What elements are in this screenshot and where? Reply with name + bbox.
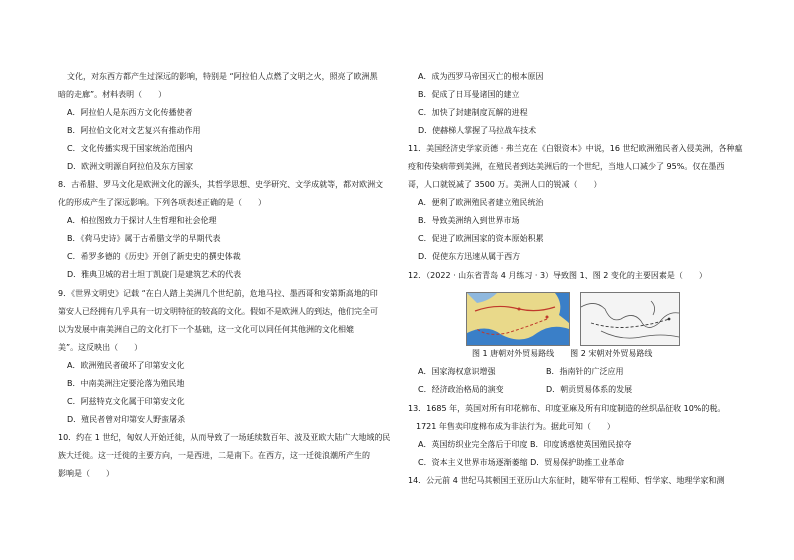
q9-option-c: C．阿兹特克文化属于印第安文化 [67, 397, 185, 406]
tang-trade-route-map [466, 292, 570, 346]
q10-option-d: D．使赫梯人掌握了马拉战车技术 [418, 126, 537, 135]
q9-stem-line-3: 以为发展中南美洲自己的文化打下一个基础，这一文化可以同任何其他洲的文化相媲 [58, 325, 354, 334]
q10-stem-line-2: 族大迁徙。这一迁徙的主要方向，一是西进，二是南下。在西方，这一迁徙浪潮所产生的 [58, 451, 370, 460]
q9-option-a: A．欧洲殖民者破坏了印第安文化 [67, 361, 185, 370]
q11-option-a: A．便利了欧洲殖民者建立殖民统治 [418, 198, 544, 207]
q8-option-c: C．希罗多德的《历史》开创了新史史的撰史体裁 [67, 252, 241, 261]
q8-option-d: D．雅典卫城的君士坦丁凯旋门是建筑艺术的代表 [67, 270, 242, 279]
song-trade-route-map [580, 292, 680, 346]
q9-stem-line-4: 美”。这反映出（ ） [58, 343, 143, 352]
q12-option-c: C．经济政治格局的演变 [418, 385, 504, 394]
q8-option-a: A．柏拉图致力于探讨人生哲理和社会伦理 [67, 216, 217, 225]
q7-option-d: D．欧洲文明源自阿拉伯及东方国家 [67, 162, 194, 171]
q10-option-c: C．加快了封建制度瓦解的进程 [418, 108, 528, 117]
q11-stem-line-2: 疫和传染病带到美洲，在殖民者到达美洲后的一个世纪，当地人口减少了 95%。仅在墨西 [408, 162, 725, 171]
q7-option-c: C．文化传播实现于国家统治范围内 [67, 144, 193, 153]
trade-route-maps [466, 292, 680, 346]
q9-option-d: D．殖民者曾对印第安人野蛮屠杀 [67, 415, 186, 424]
q10-stem-line-1: 10．约在 1 世纪，匈奴人开始迁徙，从而导致了一场延续数百年、波及亚欧大陆广大地域的民 [58, 433, 391, 442]
q13-stem-line-2: 1721 年售卖印度棉布成为非法行为。据此可知（ ） [416, 422, 615, 431]
q7-stem-line-2: 暗的走廊”。材料表明（ ） [58, 90, 167, 99]
q13-stem-line-1: 13．1685 年，英国对所有印花棉布、印度亚麻及所有印度制造的丝织品征收 10%的税。 [408, 404, 726, 413]
q7-option-a: A．阿拉伯人是东西方文化传播使者 [67, 108, 193, 117]
q8-stem-line-2: 化的形成产生了深远影响。下列各项表述正确的是（ ） [58, 198, 266, 207]
q11-stem-line-1: 11．美国经济史学家贡德 · 弗兰克在《白银资本》中说，16 世纪欧洲殖民者入侵美洲，各种瘟 [408, 144, 743, 153]
q8-option-b: B．《荷马史诗》属于古希腊文学的早期代表 [67, 234, 221, 243]
q14-stem: 14．公元前 4 世纪马其顿国王亚历山大东征时，随军带有工程师、哲学家、地理学家和测 [408, 476, 725, 485]
q11-option-b: B．导致美洲纳入到世界市场 [418, 216, 520, 225]
q12-option-b: B．指南针的广泛应用 [546, 367, 624, 376]
q13-options-cd: C．资本主义世界市场逐渐萎缩 D．贸易保护助推工业革命 [418, 458, 625, 467]
q9-stem-line-1: 9．《世界文明史》记载 “在白人踏上美洲几个世纪前，危地马拉、墨西哥和安第斯高地的印 [58, 289, 378, 298]
q7-stem-line-1: 文化，对东西方都产生过深远的影响，特别是 “阿拉伯人点燃了文明之火，照亮了欧洲黑 [67, 72, 378, 81]
map-caption: 图 1 唐朝对外贸易路线 图 2 宋朝对外贸易路线 [472, 349, 653, 358]
q10-stem-line-3: 影响是（ ） [58, 469, 114, 478]
q9-option-b: B．中南美洲注定要沦落为殖民地 [67, 379, 185, 388]
q11-option-d: D．促使东方迅速从属于西方 [418, 252, 521, 261]
q12-option-a: A．国家海权意识增强 [418, 367, 496, 376]
q12-stem: 12．（2022 · 山东省青岛 4 月练习 · 3）导致图 1、图 2 变化的主要因素是（ ） [408, 271, 707, 280]
q12-option-d: D．朝贡贸易体系的发展 [546, 385, 633, 394]
q10-option-b: B．促成了日耳曼诸国的建立 [418, 90, 520, 99]
q7-option-b: B．阿拉伯文化对文艺复兴有推动作用 [67, 126, 201, 135]
q9-stem-line-2: 第安人已经拥有几乎具有一切文明特征的较高的文化。假如不是欧洲人的到达，他们完全可 [58, 307, 378, 316]
q11-option-c: C．促进了欧洲国家的资本原始积累 [418, 234, 544, 243]
q11-stem-line-3: 哥，人口就锐减了 3500 万。美洲人口的锐减（ ） [408, 180, 602, 189]
q10-option-a: A．成为西罗马帝国灭亡的根本原因 [418, 72, 544, 81]
q13-options-ab: A．英国纺织业完全落后于印度 B．印度诱惑使英国殖民掠夺 [418, 440, 632, 449]
q8-stem-line-1: 8．古希腊、罗马文化是欧洲文化的源头，其哲学思想、史学研究、文学成就等，都对欧洲文 [58, 180, 384, 189]
